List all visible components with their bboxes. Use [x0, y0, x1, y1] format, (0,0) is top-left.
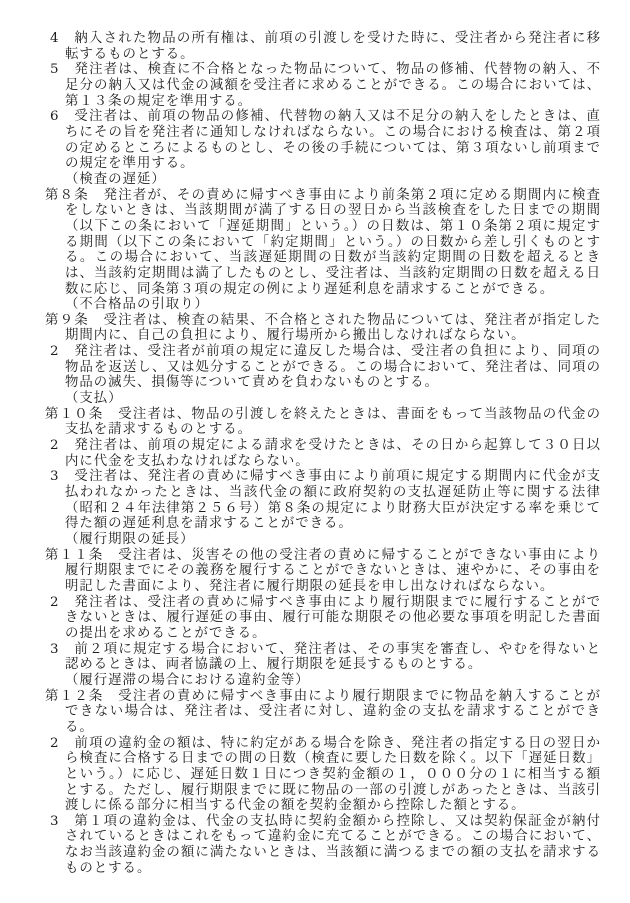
article-paragraph: 第１２条 受注者の責めに帰すべき事由により履行期限までに物品を納入することができない場合は、発注者は、受注者に対し、違約金の支払を請求することができる。 [45, 688, 602, 735]
section-heading: （不合格品の引取り） [65, 297, 209, 313]
numbered-paragraph: 6 受注者は、前項の物品の修補、代替物の納入又は不足分の納入をしたときは、直ちにその旨を発注者に通知しなければならない。この場合における検査は、第２項の定めるところによるものとし、その後の手続については、第３項ないし前項までの規定を準用する。 [50, 109, 601, 172]
paragraph-number: 4 [50, 31, 75, 46]
article-paragraph: 第１１条 受注者は、災害その他の受注者の責めに帰することができない事由により履行期限までにその義務を履行することができないときは、速やかに、その事由を明記した書面により、発注者に履行期限の延長を申し出なければならない。 [45, 547, 602, 594]
numbered-paragraph: 2 前項の違約金の額は、特に約定がある場合を除き、発注者の指定する日の翌日から検査に合格する日までの間の日数（検査に要した日数を除く。以下「遅延日数」という。）に応じ、遅延日数１日につき契約金額の１，０００分の１に相当する額とする。ただし、履行期限までに既に物品の一部の引渡しがあったときは、当該引渡しに係る部分に相当する代金の額を契約金額から控除した額とする。 [50, 735, 601, 814]
article-paragraph: 第８条 発注者が、その責めに帰すべき事由により前条第２項に定める期間内に検査をしないときは、当該期間が満了する日の翌日から当該検査をした日までの期間（以下この条において「遅延期間」という。）の日数は、第１０条第２項に規定する期間（以下この条において「約定期間」という。）の日数から差し引くものとする。この場合において、当該遅延期間の日数が当該約定期間の日数を超えるときは、当該約定期間は満了したものとし、受注者は、当該約定期間の日数を超える日数に応じ、同条第３項の規定の例により遅延利息を請求することができる。 [45, 187, 602, 297]
numbered-paragraph: 2 発注者は、受注者が前項の規定に違反した場合は、受注者の負担により、同項の物品を返送し、又は処分することができる。この場合において、発注者は、同項の物品の滅失、損傷等について責めを負わないものとする。 [50, 344, 601, 391]
section-heading: （履行遅滞の場合における違約金等） [65, 672, 310, 688]
paragraph-number: 6 [50, 109, 75, 125]
paragraph-number: 2 [50, 438, 75, 454]
numbered-paragraph: 3 受注者は、発注者の責めに帰すべき事由により前項に規定する期間内に代金が支払われなかったときは、当該代金の額に政府契約の支払遅延防止等に関する法律（昭和２４年法律第２５６号）第８条の規定により財務大臣が決定する率を乗じて得た額の遅延利息を請求することができる。 [50, 469, 601, 532]
article-number-label: 第１１条 [45, 547, 119, 563]
section-heading: （検査の遅延） [65, 171, 166, 187]
numbered-paragraph: 3 前２項に規定する場合において、発注者は、その事実を審査し、やむを得ないと認めるときは、両者協議の上、履行期限を延長するものとする。 [50, 641, 601, 673]
section-heading: （履行期限の延長） [65, 532, 195, 547]
article-number-label: 第１０条 [45, 406, 119, 422]
paragraph-number: 2 [50, 594, 75, 610]
paragraph-number: 3 [50, 813, 75, 829]
article-number-label: 第１２条 [45, 688, 119, 704]
numbered-paragraph: 2 発注者は、受注者の責めに帰すべき事由により履行期限までに履行することができないときは、履行遅延の事由、履行可能な期限その他必要な事項を明記した書面の提出を求めることができる。 [50, 594, 601, 641]
paragraph-number: 3 [50, 469, 75, 485]
article-paragraph: 第１０条 受注者は、物品の引渡しを終えたときは、書面をもって当該物品の代金の支払を請求するものとする。 [45, 406, 602, 438]
numbered-paragraph: 2 発注者は、前項の規定による請求を受けたときは、その日から起算して３０日以内に代金を支払わなければならない。 [50, 438, 601, 469]
article-paragraph: 第９条 受注者は、検査の結果、不合格とされた物品については、発注者が指定した期間内に、自己の負担により、履行場所から搬出しなければならない。 [45, 312, 602, 344]
paragraph-number: 2 [50, 735, 75, 751]
paragraph-number: 5 [50, 62, 75, 78]
paragraph-number: 2 [50, 344, 75, 360]
numbered-paragraph: 3 第１項の違約金は、代金の支払時に契約金額から控除し、又は契約保証金が納付されているときはこれをもって違約金に充てることができる。この場合において、なお当該違約金の額に満たないときは、当該額に満つるまでの額の支払を請求するものとする。 [50, 813, 601, 876]
paragraph-number: 3 [50, 641, 75, 657]
article-number-label: 第８条 [45, 187, 104, 203]
numbered-paragraph: 5 発注者は、検査に不合格となった物品について、物品の修補、代替物の納入、不足分の納入又は代金の減額を受注者に求めることができる。この場合においては、第１３条の規定を準用する。 [50, 62, 601, 109]
numbered-paragraph: 4 納入された物品の所有権は、前項の引渡しを受けた時に、受注者から発注者に移転するものとする。 [50, 31, 601, 62]
contract-text-body [45, 31, 601, 876]
section-heading: （支払） [65, 391, 123, 407]
article-number-label: 第９条 [45, 312, 104, 328]
